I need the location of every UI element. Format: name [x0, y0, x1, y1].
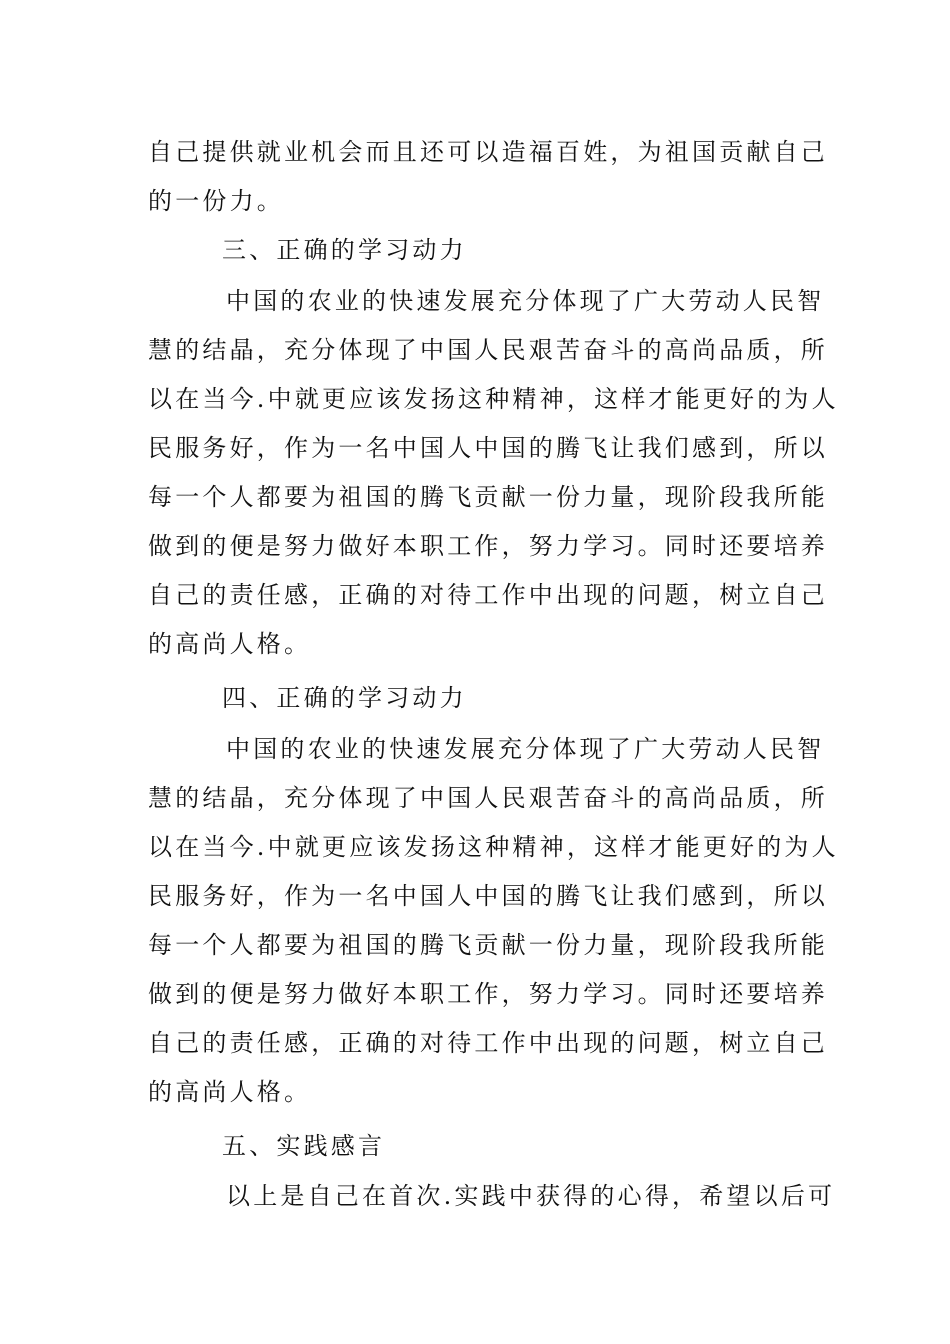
paragraph-line: 以上是自己在首次.实践中获得的心得，希望以后可 [226, 1182, 836, 1210]
section-heading-3: 三、正确的学习动力 [222, 236, 467, 264]
paragraph-line: 自己提供就业机会而且还可以造福百姓，为祖国贡献自己 [148, 138, 828, 166]
paragraph-section-4 [148, 725, 839, 1117]
paragraph-line: 每一个人都要为祖国的腾飞贡献一份力量，现阶段我所能 [148, 931, 828, 959]
paragraph-line: 的高尚人格。 [148, 630, 312, 658]
paragraph-section-3 [148, 277, 839, 669]
paragraph-line: 做到的便是努力做好本职工作，努力学习。同时还要培养 [148, 980, 828, 1008]
paragraph-line: 以在当今.中就更应该发扬这种精神，这样才能更好的为人 [148, 833, 839, 861]
paragraph-line: 慧的结晶，充分体现了中国人民艰苦奋斗的高尚品质，所 [148, 784, 828, 812]
paragraph-section-5 [148, 1172, 836, 1221]
paragraph-line: 的高尚人格。 [148, 1078, 312, 1106]
paragraph-line: 以在当今.中就更应该发扬这种精神，这样才能更好的为人 [148, 385, 839, 413]
paragraph-line: 自己的责任感，正确的对待工作中出现的问题，树立自己 [148, 581, 828, 609]
paragraph-line: 中国的农业的快速发展充分体现了广大劳动人民智 [226, 735, 825, 763]
paragraph-line: 自己的责任感，正确的对待工作中出现的问题，树立自己 [148, 1029, 828, 1057]
paragraph-line: 民服务好，作为一名中国人中国的腾飞让我们感到，所以 [148, 434, 828, 462]
paragraph-line: 民服务好，作为一名中国人中国的腾飞让我们感到，所以 [148, 882, 828, 910]
paragraph-line: 做到的便是努力做好本职工作，努力学习。同时还要培养 [148, 532, 828, 560]
paragraph-line: 中国的农业的快速发展充分体现了广大劳动人民智 [226, 287, 825, 315]
paragraph-line: 每一个人都要为祖国的腾飞贡献一份力量，现阶段我所能 [148, 483, 828, 511]
section-heading-4: 四、正确的学习动力 [222, 684, 467, 712]
paragraph-line: 慧的结晶，充分体现了中国人民艰苦奋斗的高尚品质，所 [148, 336, 828, 364]
paragraph-intro [148, 128, 828, 226]
paragraph-line: 的一份力。 [148, 187, 284, 215]
section-heading-5: 五、实践感言 [222, 1132, 386, 1160]
